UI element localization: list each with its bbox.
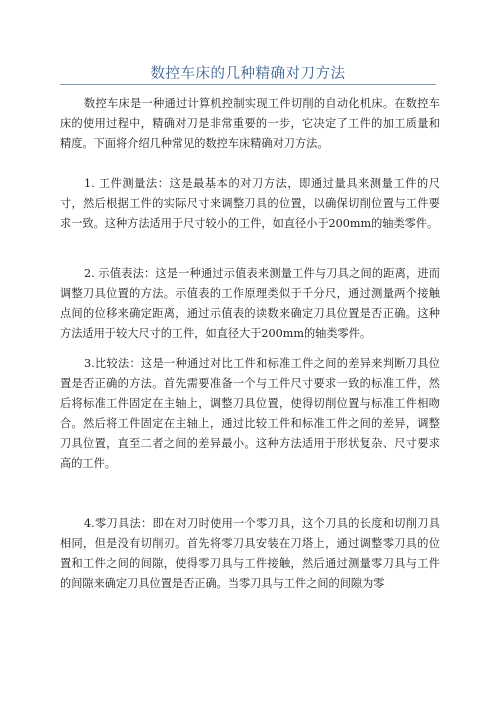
intro-paragraph: 数控车床是一种通过计算机控制实现工件切削的自动化机床。在数控车床的使用过程中，精确对刀是非常重要的一步，它决定了工件的加工质量和精度。下面将介绍几种常见的数控车床精确对刀方法。 — [60, 97, 440, 150]
title-underline — [60, 84, 436, 85]
method-3-paragraph: 3.比较法：这是一种通过对比工件和标准工件之间的差异来判断刀具位置是否正确的方法。首先需要准备一个与工件尺寸要求一致的标准工件，然后将标准工件固定在主轴上，调整刀具位置，使得切削位置与标准工件相吻合。然后将工件固定在主轴上，通过比较工件和标准工件之间的差异，调整刀具位置，直至二者之间的差异最小。这种方法适用于形状复杂、尺寸要求高的工件。 — [60, 357, 440, 470]
method-1-paragraph: 1. 工件测量法：这是最基本的对刀方法，即通过量具来测量工件的尺寸，然后根据工件的实际尺寸来调整刀具的位置，以确保切削位置与工件要求一致。这种方法适用于尺寸较小的工件，如直径小于200mm的轴类零件。 — [60, 177, 440, 230]
document-title: 数控车床的几种精确对刀方法 — [150, 66, 346, 82]
method-4-paragraph: 4.零刀具法：即在对刀时使用一个零刀具，这个刀具的长度和切削刀具相同，但是没有切削刃。首先将零刀具安装在刀塔上，通过调整零刀具的位置和工件之间的间隙，使得零刀具与工件接触，然后通过测量零刀具与工件的间隙来确定刀具位置是否正确。当零刀具与工件之间的间隙为零 — [60, 517, 440, 590]
method-2-paragraph: 2. 示值表法：这是一种通过示值表来测量工件与刀具之间的距离，进而调整刀具位置的方法。示值表的工作原理类似于千分尺，通过测量两个接触点间的位移来确定距离，通过示值表的读数来确定刀具位置是否正确。这种方法适用于较大尺寸的工件，如直径大于200mm的轴类零件。 — [60, 267, 440, 340]
